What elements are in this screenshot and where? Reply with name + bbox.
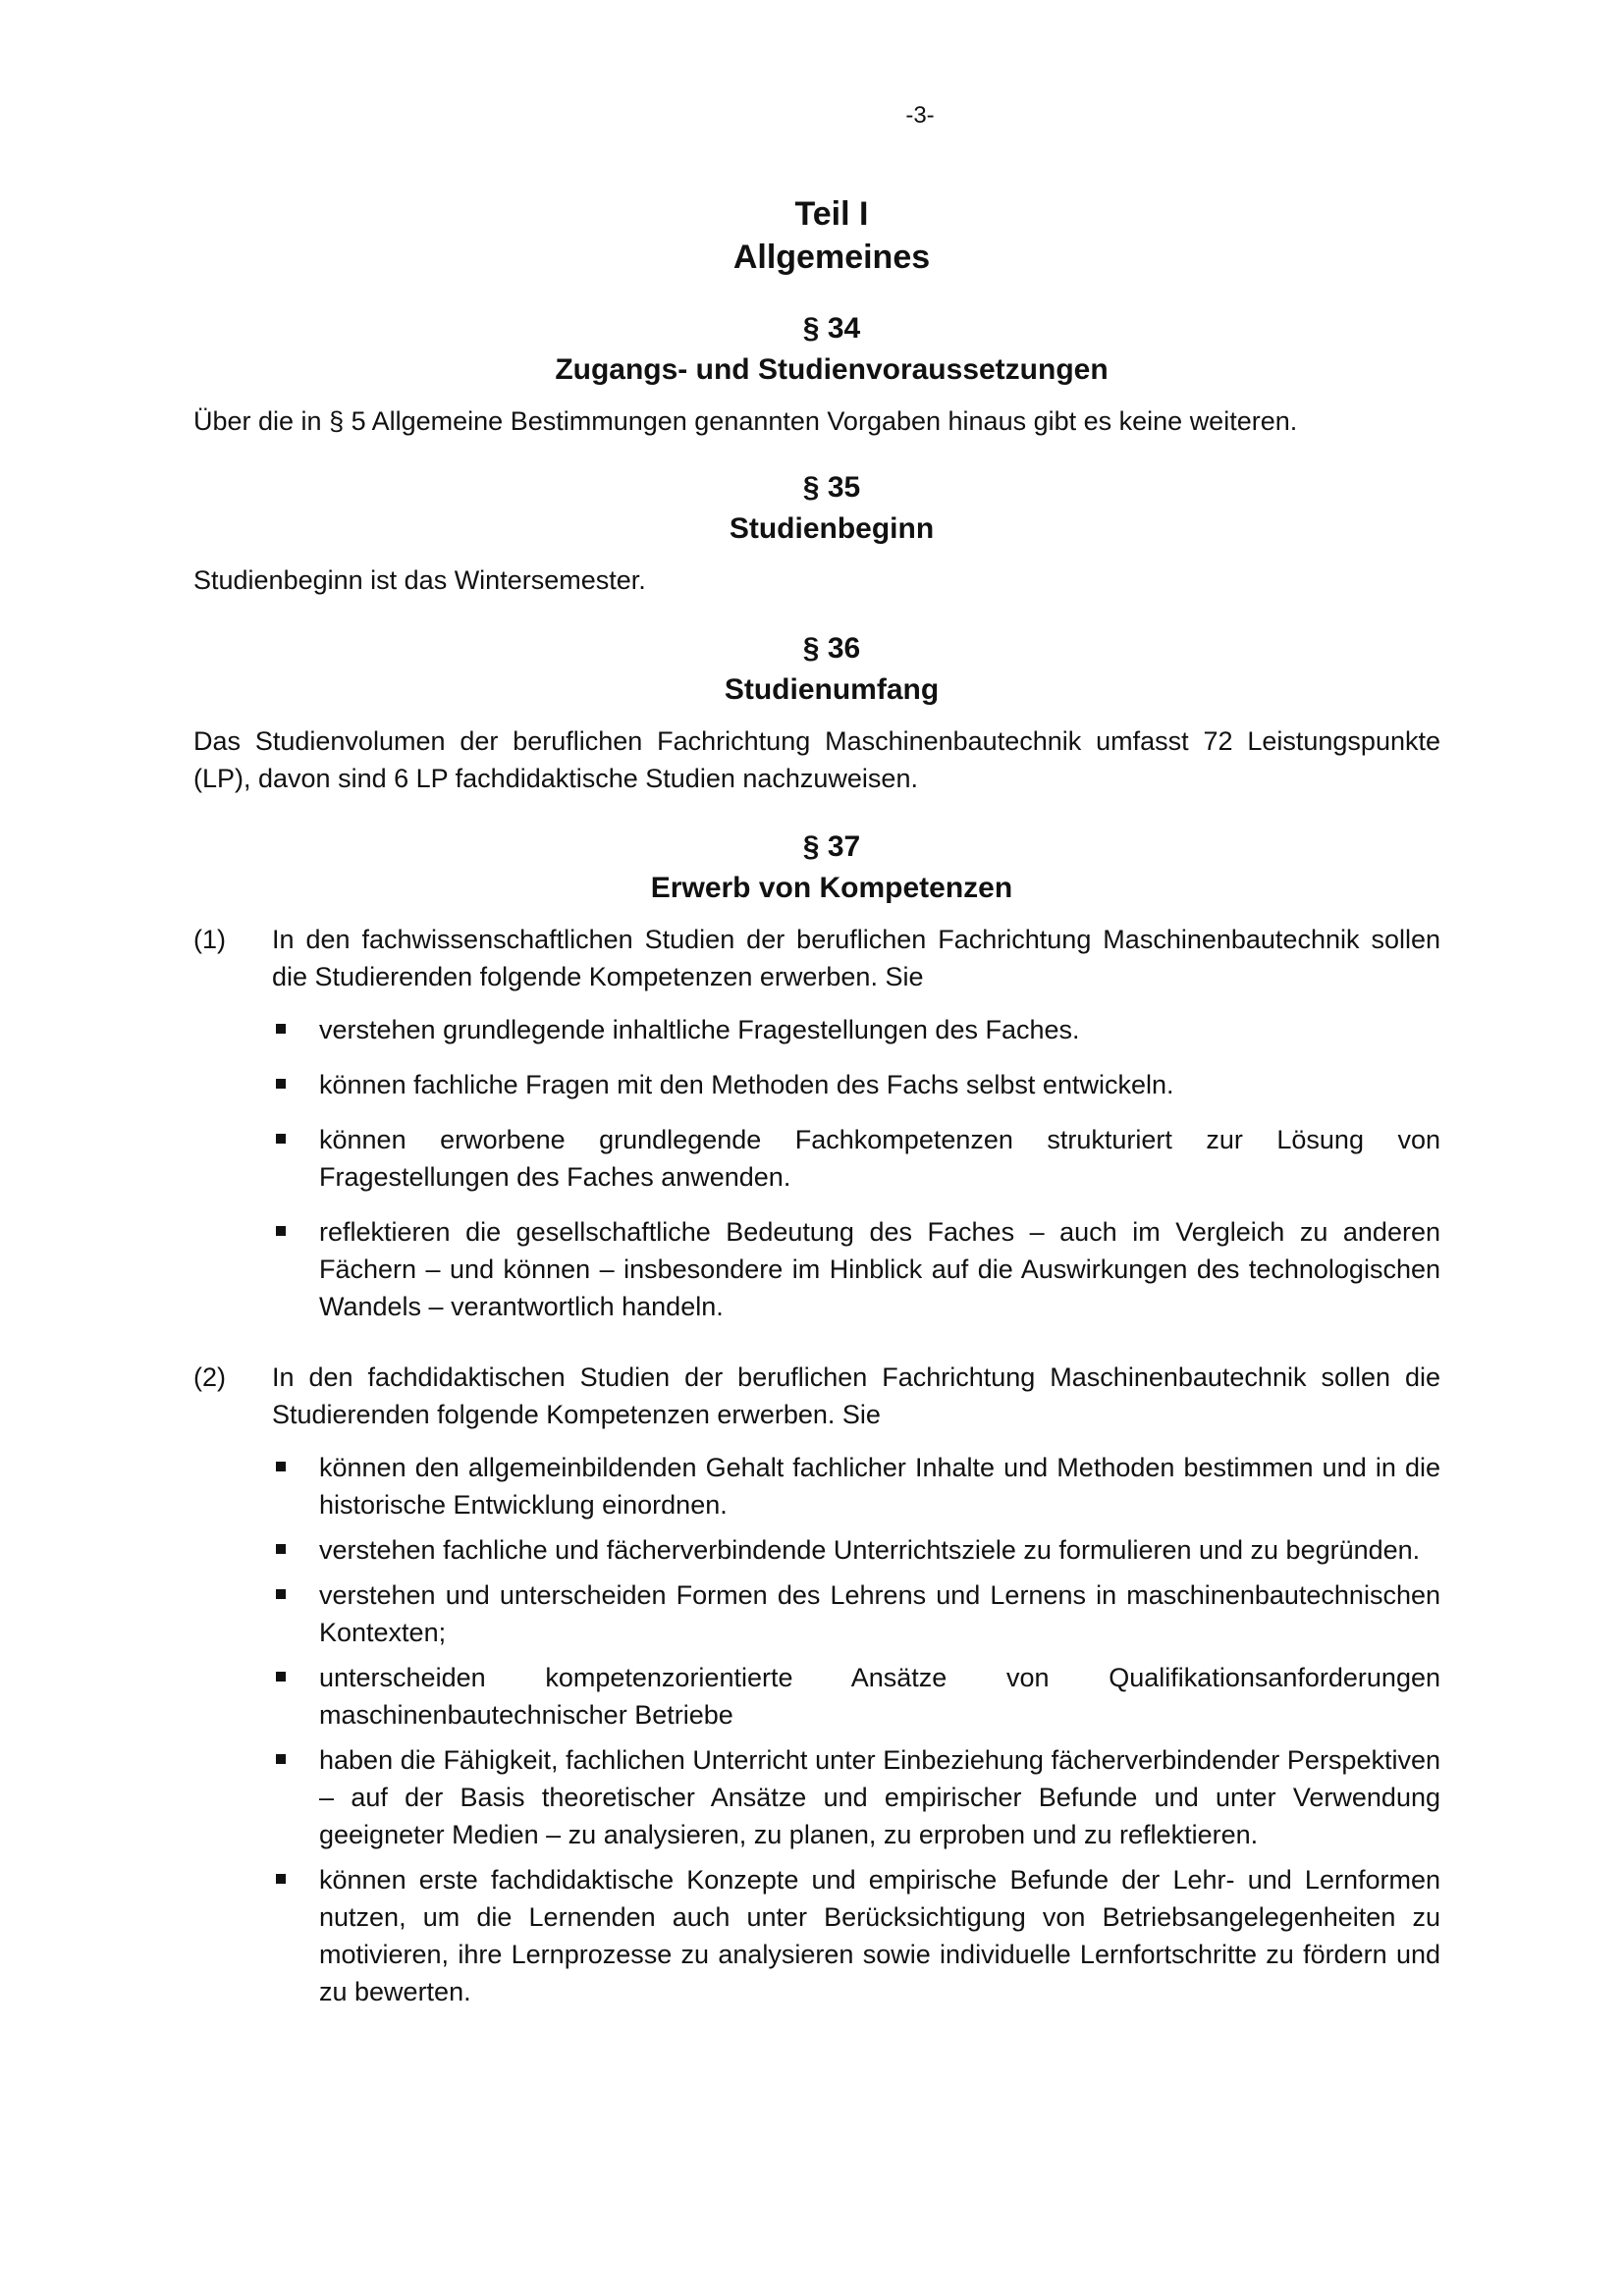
- square-bullet-icon: [276, 1754, 286, 1764]
- section-title: Zugangs- und Studienvoraussetzungen: [555, 353, 1109, 386]
- list-item: [272, 1213, 1440, 1325]
- section-number: § 37: [802, 830, 861, 863]
- section-title: Erwerb von Kompetenzen: [650, 872, 1013, 904]
- section-number: § 36: [802, 632, 861, 665]
- square-bullet-icon: [276, 1544, 286, 1554]
- paragraph-intro: In den fachwissenschaftlichen Studien der beruflichen Fachrichtung Maschinenbautechnik sollen die Studierenden folgende Kompetenzen erwerben. Sie: [272, 925, 1440, 991]
- list-item: [272, 1449, 1440, 1523]
- square-bullet-icon: [276, 1024, 286, 1034]
- list-item: [272, 1066, 1440, 1103]
- section-body: Studienbeginn ist das Wintersemester.: [193, 565, 646, 595]
- list-item: [272, 1659, 1440, 1734]
- list-item-text: können fachliche Fragen mit den Methoden des Fachs selbst entwickeln.: [319, 1070, 1174, 1099]
- section-title: Studienbeginn: [729, 512, 935, 545]
- section-title: Studienumfang: [724, 673, 940, 706]
- list-item-text: können erste fachdidaktische Konzepte und empirische Befunde der Lehr- und Lernformen nutzen, um die Lernenden auch unter Berücksichtigung von Betriebsangelegenheiten zu motivieren, ihre Lernprozesse zu analysieren sowie individuelle Lernfortschritte zu fördern und zu bewerten.: [319, 1865, 1440, 2006]
- square-bullet-icon: [276, 1874, 286, 1884]
- part-heading-line2: Allgemeines: [732, 239, 931, 276]
- list-item: [272, 1576, 1440, 1651]
- list-item-text: verstehen und unterscheiden Formen des Lehrens und Lernens in maschinenbautechnischen Kontexten;: [319, 1580, 1440, 1647]
- square-bullet-icon: [276, 1672, 286, 1682]
- part-heading: [223, 192, 1440, 279]
- part-heading-line1: Teil I: [794, 195, 869, 233]
- section-number: § 34: [802, 312, 861, 345]
- section-37: [193, 827, 1440, 2010]
- list-item: [272, 1741, 1440, 1853]
- page-content: [193, 96, 1440, 2010]
- section-body: Das Studienvolumen der beruflichen Fachrichtung Maschinenbautechnik umfasst 72 Leistungspunkte (LP), davon sind 6 LP fachdidaktische Studien nachzuweisen.: [193, 726, 1440, 793]
- competence-list: [272, 1449, 1440, 2010]
- paragraph-1: [193, 921, 1440, 1325]
- square-bullet-icon: [276, 1134, 286, 1144]
- list-item-text: verstehen grundlegende inhaltliche Fragestellungen des Faches.: [319, 1015, 1080, 1044]
- square-bullet-icon: [276, 1226, 286, 1236]
- list-item: [272, 1531, 1440, 1569]
- paragraph-content: [272, 921, 1440, 1325]
- section-34: [193, 308, 1440, 440]
- list-item-text: können den allgemeinbildenden Gehalt fachlicher Inhalte und Methoden bestimmen und in die historische Entwicklung einordnen.: [319, 1453, 1440, 1520]
- section-35: [193, 467, 1440, 599]
- section-36: [193, 628, 1440, 797]
- paragraph-intro: In den fachdidaktischen Studien der beruflichen Fachrichtung Maschinenbautechnik sollen die Studierenden folgende Kompetenzen erwerben. Sie: [272, 1362, 1440, 1429]
- section-number: § 35: [802, 471, 861, 504]
- list-item-text: reflektieren die gesellschaftliche Bedeutung des Faches – auch im Vergleich zu anderen Fächern – und können – insbesondere im Hinblick auf die Auswirkungen des technologischen Wandels – verantwortlich handeln.: [319, 1217, 1440, 1321]
- list-item-text: haben die Fähigkeit, fachlichen Unterricht unter Einbeziehung fächerverbindender Perspektiven – auf der Basis theoretischer Ansätze und empirischer Befunde und unter Verwendung geeigneter Medien – zu analysieren, zu planen, zu erproben und zu reflektieren.: [319, 1745, 1440, 1849]
- paragraph-2: [193, 1359, 1440, 2010]
- square-bullet-icon: [276, 1589, 286, 1599]
- list-item: [272, 1121, 1440, 1196]
- list-item-text: verstehen fachliche und fächerverbindende Unterrichtsziele zu formulieren und zu begründen.: [319, 1535, 1421, 1565]
- competence-list: [272, 1011, 1440, 1325]
- paragraph-number: (1): [193, 925, 226, 954]
- square-bullet-icon: [276, 1079, 286, 1089]
- paragraph-number: (2): [193, 1362, 226, 1392]
- square-bullet-icon: [276, 1462, 286, 1471]
- list-item-text: können erworbene grundlegende Fachkompetenzen strukturiert zur Lösung von Fragestellungen des Faches anwenden.: [319, 1125, 1440, 1192]
- list-item: [272, 1861, 1440, 2010]
- list-item-text: unterscheiden kompetenzorientierte Ansätze von Qualifikationsanforderungen maschinenbautechnischer Betriebe: [319, 1663, 1440, 1730]
- paragraph-content: [272, 1359, 1440, 2010]
- list-item: [272, 1011, 1440, 1048]
- page-number: -3-: [905, 102, 935, 129]
- section-body: Über die in § 5 Allgemeine Bestimmungen genannten Vorgaben hinaus gibt es keine weiteren.: [193, 406, 1298, 436]
